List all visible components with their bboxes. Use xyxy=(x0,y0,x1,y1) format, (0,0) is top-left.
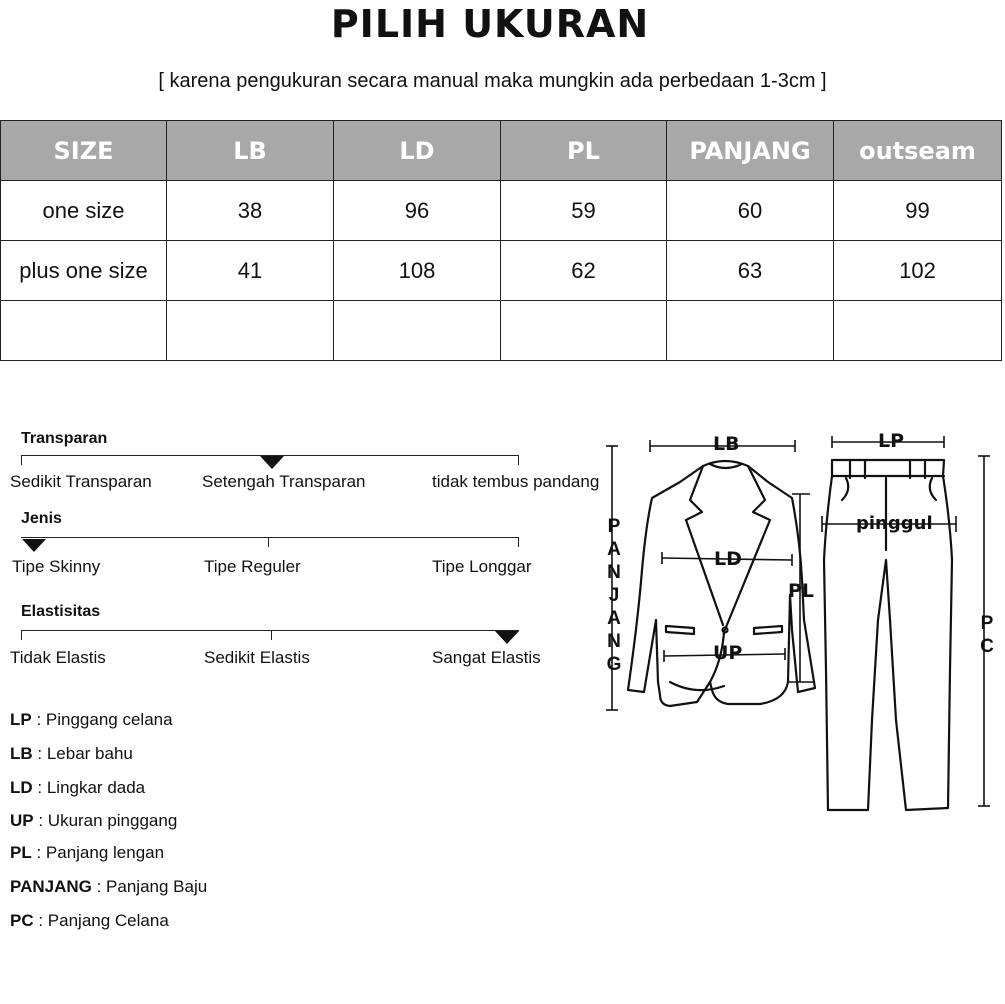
header-size: SIZE xyxy=(1,121,167,181)
transparan-label-low: Sedikit Transparan xyxy=(10,472,152,491)
pc-letter: P xyxy=(980,613,994,634)
legend-desc: : Lingkar dada xyxy=(32,778,146,797)
measurement-note: [ karena pengukuran secara manual maka mungkin ada perbedaan 1-3cm ] xyxy=(158,70,827,92)
transparan-label-mid: Setengah Transparan xyxy=(202,472,366,491)
panjang-letter: J xyxy=(608,585,620,606)
table-cell: 59 xyxy=(501,181,667,241)
diagram-label-pl: PL xyxy=(788,580,815,602)
legend-item-ld xyxy=(10,778,145,798)
legend-desc: : Lebar bahu xyxy=(32,744,133,763)
jenis-selected-marker xyxy=(22,539,46,552)
diagram-label-ld: LD xyxy=(714,548,742,570)
jenis-scale-line xyxy=(21,537,519,538)
legend-code: PC xyxy=(10,911,34,930)
header-lb: LB xyxy=(167,121,334,181)
transparan-scale-title: Transparan xyxy=(21,430,108,447)
table-cell xyxy=(334,301,501,361)
panjang-letter: G xyxy=(606,654,622,675)
legend-desc: : Panjang Baju xyxy=(91,877,208,896)
diagram-label-lb: LB xyxy=(713,433,740,455)
table-cell: 96 xyxy=(334,181,501,241)
transparan-selected-marker xyxy=(260,456,284,469)
table-row xyxy=(1,301,1002,361)
transparan-label-high: tidak tembus pandang xyxy=(432,472,600,491)
diagram-label-pc xyxy=(977,612,997,658)
legend-desc: : Panjang Celana xyxy=(33,911,169,930)
table-cell: 102 xyxy=(834,241,1002,301)
pc-letter: C xyxy=(980,636,994,657)
table-cell: one size xyxy=(1,181,167,241)
legend-code: LB xyxy=(10,744,33,763)
panjang-letter: A xyxy=(607,608,621,629)
page-title: PILIH UKURAN xyxy=(330,2,650,46)
scale-tick xyxy=(271,630,272,640)
legend-item-pc xyxy=(10,911,169,931)
jenis-scale-title: Jenis xyxy=(21,510,62,527)
table-cell: 99 xyxy=(834,181,1002,241)
table-header-row xyxy=(1,121,1002,181)
jenis-label-mid: Tipe Reguler xyxy=(204,557,301,576)
panjang-letter: A xyxy=(607,539,621,560)
table-cell: 108 xyxy=(334,241,501,301)
table-cell xyxy=(1,301,167,361)
scale-tick xyxy=(21,630,22,640)
table-cell xyxy=(834,301,1002,361)
legend-item-panjang xyxy=(10,877,207,897)
legend-desc: : Pinggang celana xyxy=(31,710,173,729)
scale-tick xyxy=(518,537,519,547)
legend-item-up xyxy=(10,811,177,831)
elastisitas-scale-line xyxy=(21,630,519,631)
jenis-label-high: Tipe Longgar xyxy=(432,557,532,576)
elastisitas-label-high: Sangat Elastis xyxy=(432,648,541,667)
panjang-letter: N xyxy=(607,562,621,583)
legend-code: PL xyxy=(10,843,32,862)
elastisitas-label-low: Tidak Elastis xyxy=(10,648,106,667)
elastisitas-scale-title: Elastisitas xyxy=(21,603,101,620)
header-pl: PL xyxy=(501,121,667,181)
table-cell: plus one size xyxy=(1,241,167,301)
legend-item-pl xyxy=(10,843,164,863)
table-cell: 63 xyxy=(667,241,834,301)
table-cell: 60 xyxy=(667,181,834,241)
table-row xyxy=(1,181,1002,241)
jacket-drawing xyxy=(628,461,815,706)
table-cell: 38 xyxy=(167,181,334,241)
legend-item-lp xyxy=(10,710,173,730)
header-outseam: outseam xyxy=(834,121,1002,181)
legend-desc: : Panjang lengan xyxy=(31,843,165,862)
table-cell: 41 xyxy=(167,241,334,301)
legend-desc: : Ukuran pinggang xyxy=(33,811,178,830)
table-cell xyxy=(667,301,834,361)
scale-tick xyxy=(518,455,519,465)
legend-code: LP xyxy=(10,710,32,729)
scale-tick xyxy=(268,537,269,547)
legend-code: LD xyxy=(10,778,33,797)
diagram-label-panjang xyxy=(604,515,624,676)
legend-code: PANJANG xyxy=(10,877,92,896)
panjang-letter: N xyxy=(607,631,621,652)
elastisitas-selected-marker xyxy=(495,631,519,644)
garment-measurement-diagram xyxy=(600,420,1005,820)
jenis-label-low: Tipe Skinny xyxy=(12,557,101,576)
legend-code: UP xyxy=(10,811,34,830)
table-cell xyxy=(501,301,667,361)
header-ld: LD xyxy=(334,121,501,181)
header-panjang: PANJANG xyxy=(667,121,834,181)
diagram-label-pinggul: pinggul xyxy=(856,513,933,534)
panjang-letter: P xyxy=(607,516,621,537)
table-row xyxy=(1,241,1002,301)
diagram-label-lp: LP xyxy=(878,430,905,452)
legend-item-lb xyxy=(10,744,133,764)
scale-tick xyxy=(21,455,22,465)
size-table xyxy=(0,120,1002,361)
diagram-label-up: UP xyxy=(713,642,743,664)
elastisitas-label-mid: Sedikit Elastis xyxy=(204,648,310,667)
table-cell xyxy=(167,301,334,361)
table-cell: 62 xyxy=(501,241,667,301)
